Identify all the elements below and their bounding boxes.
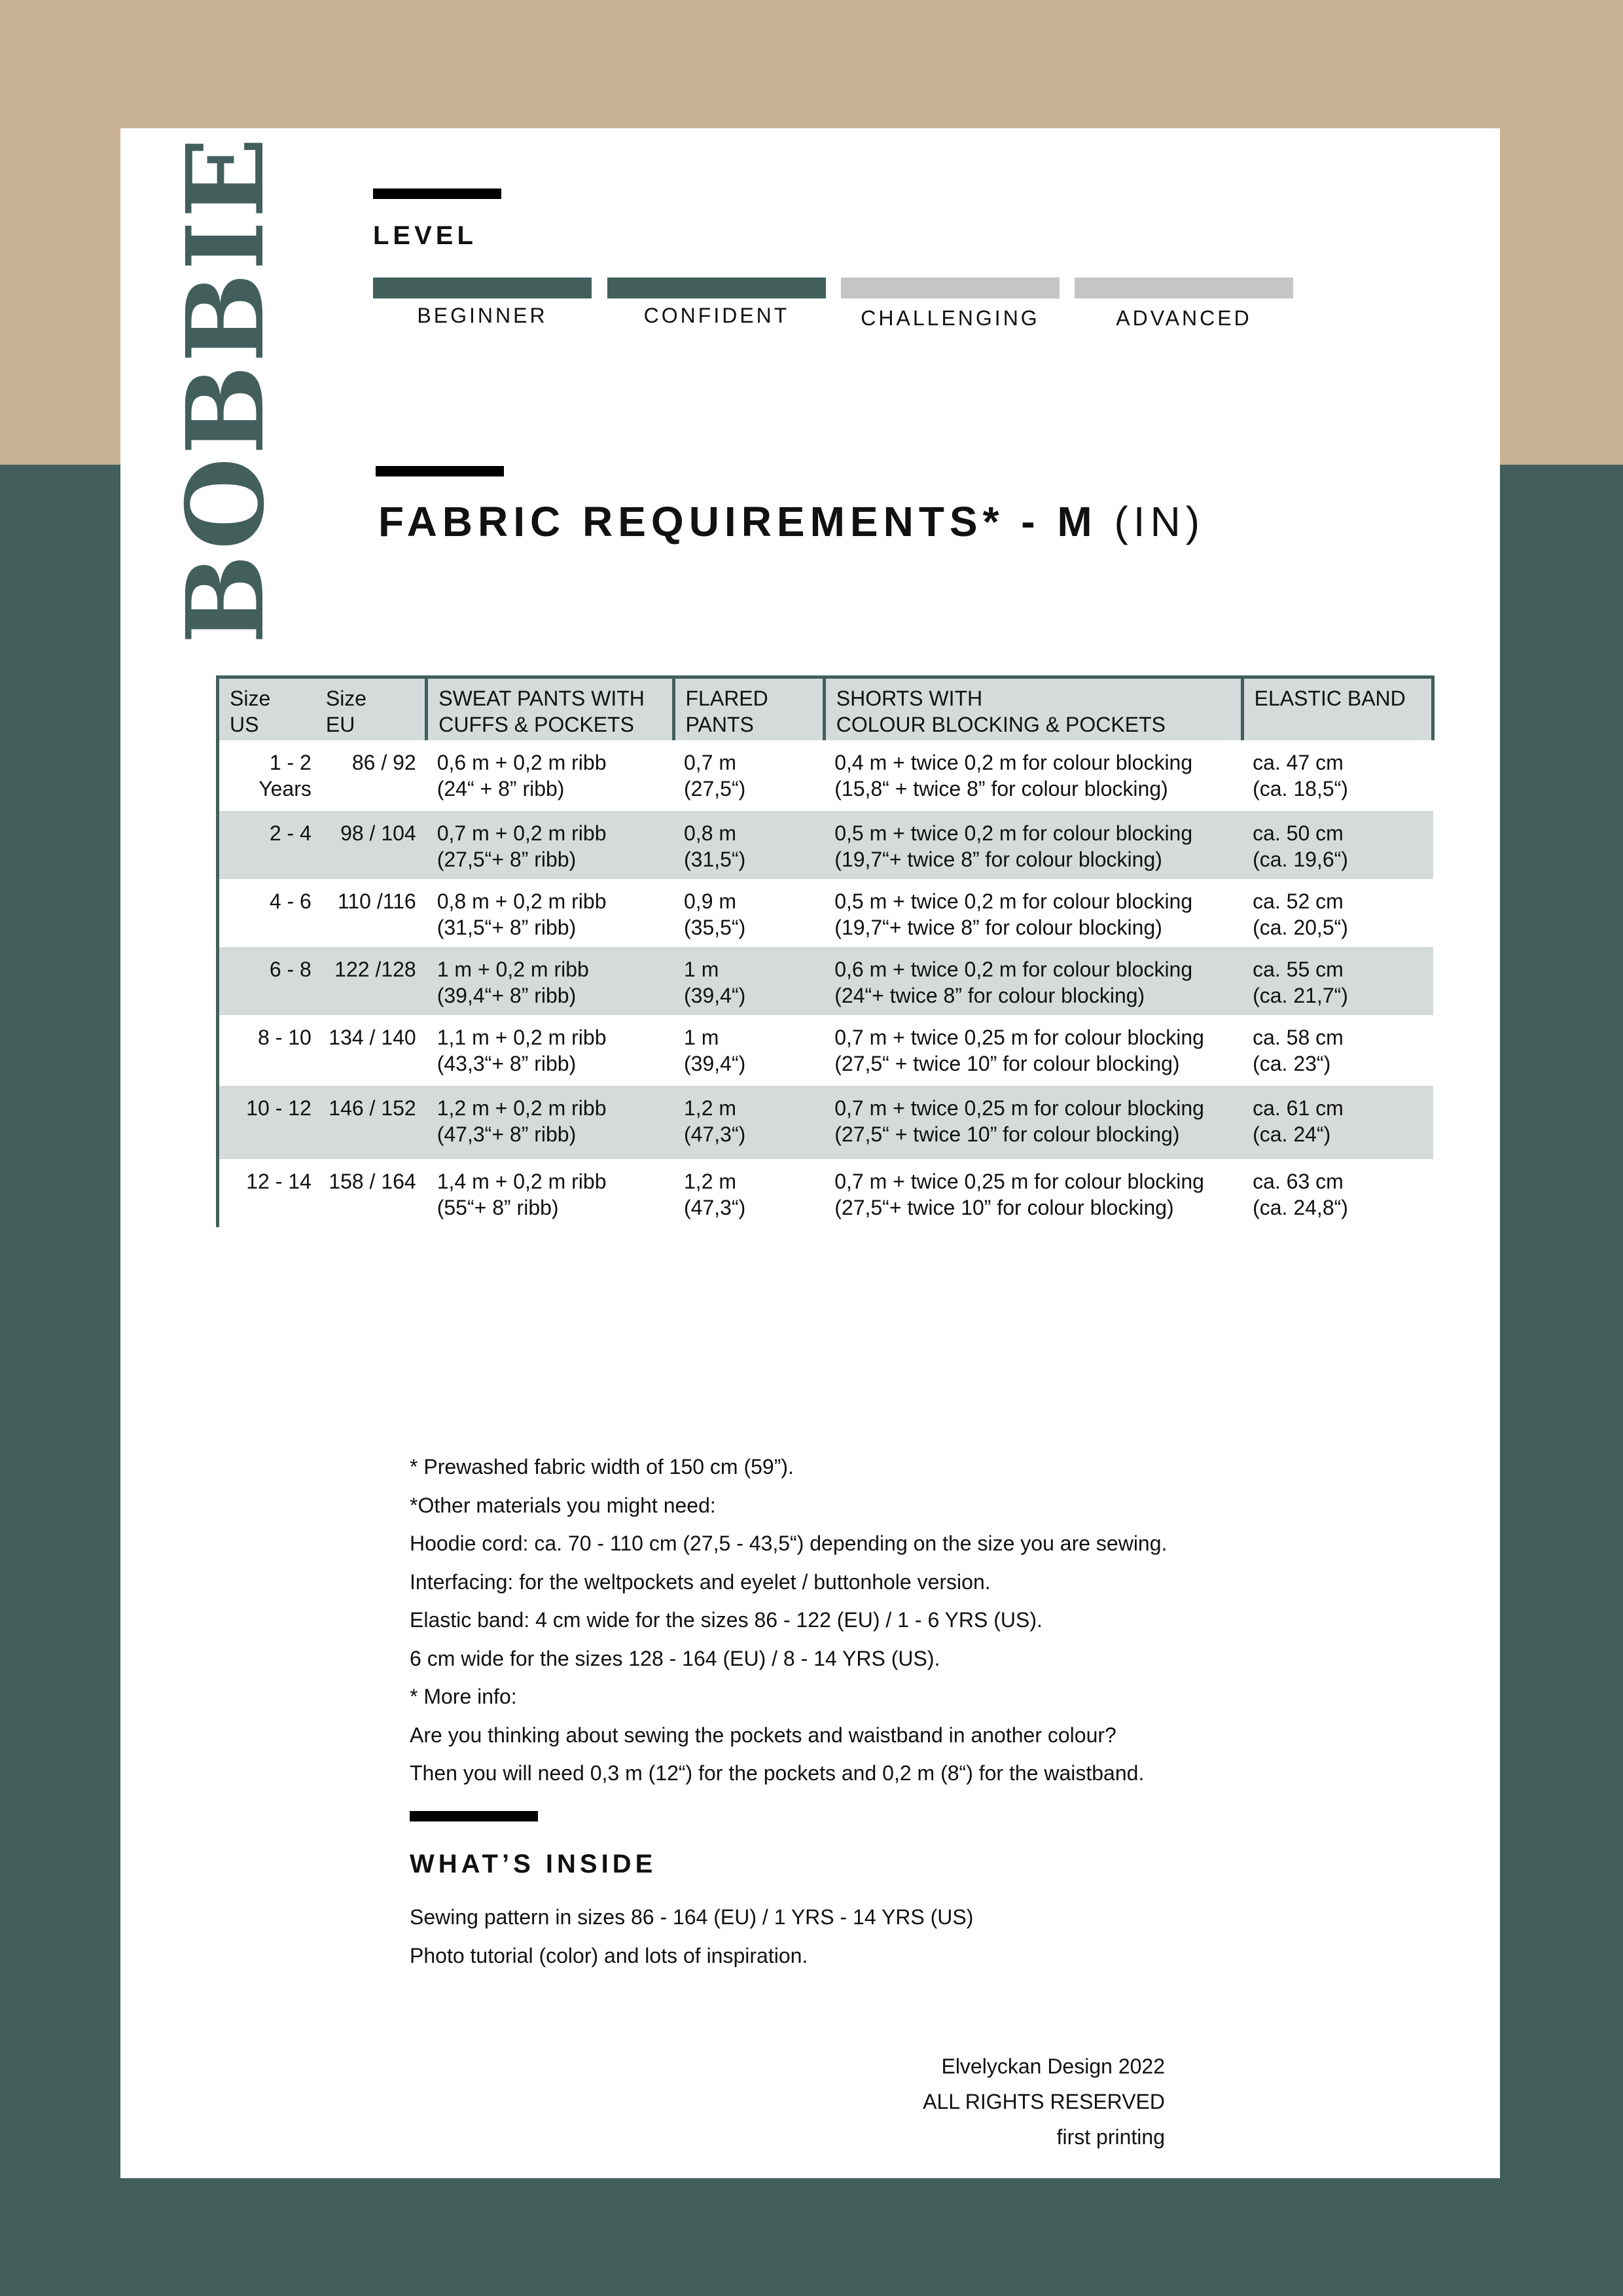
- cell-elastic-band: ca. 50 cm (ca. 19,6“): [1242, 811, 1433, 879]
- fabric-requirements-table: [216, 675, 1435, 1227]
- header-size-us: Size US: [218, 677, 315, 741]
- cell-shorts: 0,7 m + twice 0,25 m for colour blocking (27,5“+ twice 10” for colour blocking): [834, 1170, 1204, 1219]
- cell-size-eu: 98 / 104: [315, 811, 427, 879]
- note-line: *Other materials you might need:: [410, 1493, 716, 1517]
- level-bar-confident: [607, 278, 826, 298]
- fabric-title: [378, 497, 1205, 546]
- note-line: Then you will need 0,3 m (12“) for the pockets and 0,2 m (8“) for the waistband.: [410, 1761, 1145, 1785]
- note-line: 6 cm wide for the sizes 128 - 164 (EU) / 8 - 14 YRS (US).: [410, 1646, 940, 1670]
- brand-name: BOBBIE: [164, 134, 288, 645]
- cell-shorts: 0,7 m + twice 0,25 m for colour blocking (27,5“ + twice 10” for colour blocking): [824, 1086, 1242, 1159]
- table-row: [218, 879, 1433, 947]
- level-bar-beginner: [373, 278, 592, 298]
- note-line: * More info:: [410, 1685, 517, 1708]
- cell-flared-pants: 1 m (39,4“): [673, 947, 824, 1015]
- credits-line: first printing: [1056, 2125, 1165, 2149]
- notes-block: [410, 1448, 1167, 1793]
- cell-size-eu: 158 / 164: [329, 1170, 416, 1193]
- cell-size-us: 10 - 12: [218, 1086, 315, 1159]
- header-size-eu: Size EU: [315, 677, 427, 741]
- cell-elastic-band: ca. 55 cm (ca. 21,7“): [1242, 947, 1433, 1015]
- cell-shorts: 0,5 m + twice 0,2 m for colour blocking (19,7“+ twice 8” for colour blocking): [834, 889, 1193, 939]
- table-row: [218, 1086, 1433, 1159]
- cell-size-eu: 122 /128: [315, 947, 427, 1015]
- table-header-row: [218, 677, 1433, 741]
- table-row: [218, 1159, 1433, 1227]
- inside-heading: WHAT’S INSIDE: [410, 1850, 657, 1878]
- cell-sweat-pants: 1,1 m + 0,2 m ribb (43,3“+ 8” ribb): [437, 1026, 607, 1075]
- inside-line: Photo tutorial (color) and lots of inspiration.: [410, 1943, 808, 1967]
- cell-size-us: 6 - 8: [218, 947, 315, 1015]
- inside-line: Sewing pattern in sizes 86 - 164 (EU) / 1 YRS - 14 YRS (US): [410, 1905, 974, 1929]
- level-label-advanced: ADVANCED: [1116, 306, 1252, 330]
- cell-sweat-pants: 0,7 m + 0,2 m ribb (27,5“+ 8” ribb): [427, 811, 673, 879]
- note-line: Are you thinking about sewing the pockets and waistband in another colour?: [410, 1723, 1116, 1747]
- cell-size-us: 1 - 2 Years: [218, 740, 315, 811]
- cell-shorts: 0,5 m + twice 0,2 m for colour blocking (19,7“+ twice 8” for colour blocking): [824, 811, 1242, 879]
- level-label-challenging: CHALLENGING: [861, 306, 1040, 330]
- inside-block: [410, 1898, 973, 1975]
- table-row: [218, 811, 1433, 879]
- header-shorts: SHORTS WITH COLOUR BLOCKING & POCKETS: [824, 677, 1242, 741]
- cell-size-eu: 110 /116: [337, 889, 416, 913]
- cell-elastic-band: ca. 61 cm (ca. 24“): [1242, 1086, 1433, 1159]
- note-line: * Prewashed fabric width of 150 cm (59”).: [410, 1455, 794, 1479]
- fabric-rule: [376, 466, 504, 476]
- cell-flared-pants: 1,2 m (47,3“): [684, 1170, 746, 1219]
- note-line: Elastic band: 4 cm wide for the sizes 86 - 122 (EU) / 1 - 6 YRS (US).: [410, 1608, 1043, 1632]
- cell-elastic-band: ca. 52 cm (ca. 20,5“): [1253, 889, 1348, 939]
- cell-flared-pants: 0,7 m (27,5“): [684, 751, 746, 800]
- cell-flared-pants: 1,2 m (47,3“): [673, 1086, 824, 1159]
- cell-size-us: 4 - 6: [218, 879, 315, 947]
- level-rule: [373, 188, 501, 199]
- cell-sweat-pants: 1,4 m + 0,2 m ribb (55“+ 8” ribb): [437, 1170, 607, 1219]
- cell-elastic-band: ca. 63 cm (ca. 24,8“): [1253, 1170, 1348, 1219]
- level-heading: LEVEL: [373, 221, 477, 250]
- cell-shorts: 0,4 m + twice 0,2 m for colour blocking (15,8“ + twice 8” for colour blocking): [834, 751, 1193, 800]
- cell-shorts: 0,7 m + twice 0,25 m for colour blocking (27,5“ + twice 10” for colour blocking): [834, 1026, 1204, 1075]
- table-row: [218, 947, 1433, 1015]
- fabric-title-unit: (IN): [1114, 498, 1205, 545]
- cell-elastic-band: ca. 47 cm (ca. 18,5“): [1253, 751, 1348, 800]
- cell-sweat-pants: 1,2 m + 0,2 m ribb (47,3“+ 8” ribb): [427, 1086, 673, 1159]
- cell-size-eu: 86 / 92: [351, 751, 416, 774]
- fabric-title-main: FABRIC REQUIREMENTS* - M: [378, 498, 1097, 545]
- level-label-confident: CONFIDENT: [643, 304, 790, 327]
- cell-flared-pants: 0,8 m (31,5“): [673, 811, 824, 879]
- cell-size-eu: 134 / 140: [329, 1026, 416, 1049]
- header-sweat-pants: SWEAT PANTS WITH CUFFS & POCKETS: [427, 677, 673, 741]
- credits-block: [903, 2049, 1165, 2155]
- cell-elastic-band: ca. 58 cm (ca. 23“): [1253, 1026, 1344, 1075]
- level-label-beginner: BEGINNER: [417, 304, 548, 327]
- cell-sweat-pants: 0,8 m + 0,2 m ribb (31,5“+ 8” ribb): [437, 889, 607, 939]
- table-row: [218, 740, 1433, 811]
- note-line: Hoodie cord: ca. 70 - 110 cm (27,5 - 43,5“) depending on the size you are sewing.: [410, 1532, 1168, 1555]
- cell-size-us: 12 - 14: [218, 1159, 315, 1227]
- cell-flared-pants: 1 m (39,4“): [684, 1026, 746, 1075]
- cell-flared-pants: 0,9 m (35,5“): [684, 889, 746, 939]
- cell-sweat-pants: 1 m + 0,2 m ribb (39,4“+ 8” ribb): [427, 947, 673, 1015]
- cell-size-us: 8 - 10: [218, 1015, 315, 1086]
- table-row: [218, 1015, 1433, 1086]
- credits-line: Elvelyckan Design 2022: [941, 2054, 1165, 2078]
- level-bar-challenging: [841, 278, 1060, 298]
- cell-shorts: 0,6 m + twice 0,2 m for colour blocking (24“+ twice 8” for colour blocking): [824, 947, 1242, 1015]
- header-flared-pants: FLARED PANTS: [673, 677, 824, 741]
- cell-size-eu: 146 / 152: [315, 1086, 427, 1159]
- credits-line: ALL RIGHTS RESERVED: [923, 2090, 1165, 2113]
- header-elastic-band: ELASTIC BAND: [1242, 677, 1433, 741]
- note-line: Interfacing: for the weltpockets and eyelet / buttonhole version.: [410, 1570, 991, 1594]
- cell-size-us: 2 - 4: [218, 811, 315, 879]
- cell-sweat-pants: 0,6 m + 0,2 m ribb (24“ + 8” ribb): [437, 751, 607, 800]
- inside-rule: [410, 1811, 538, 1821]
- level-bar-advanced: [1075, 278, 1293, 298]
